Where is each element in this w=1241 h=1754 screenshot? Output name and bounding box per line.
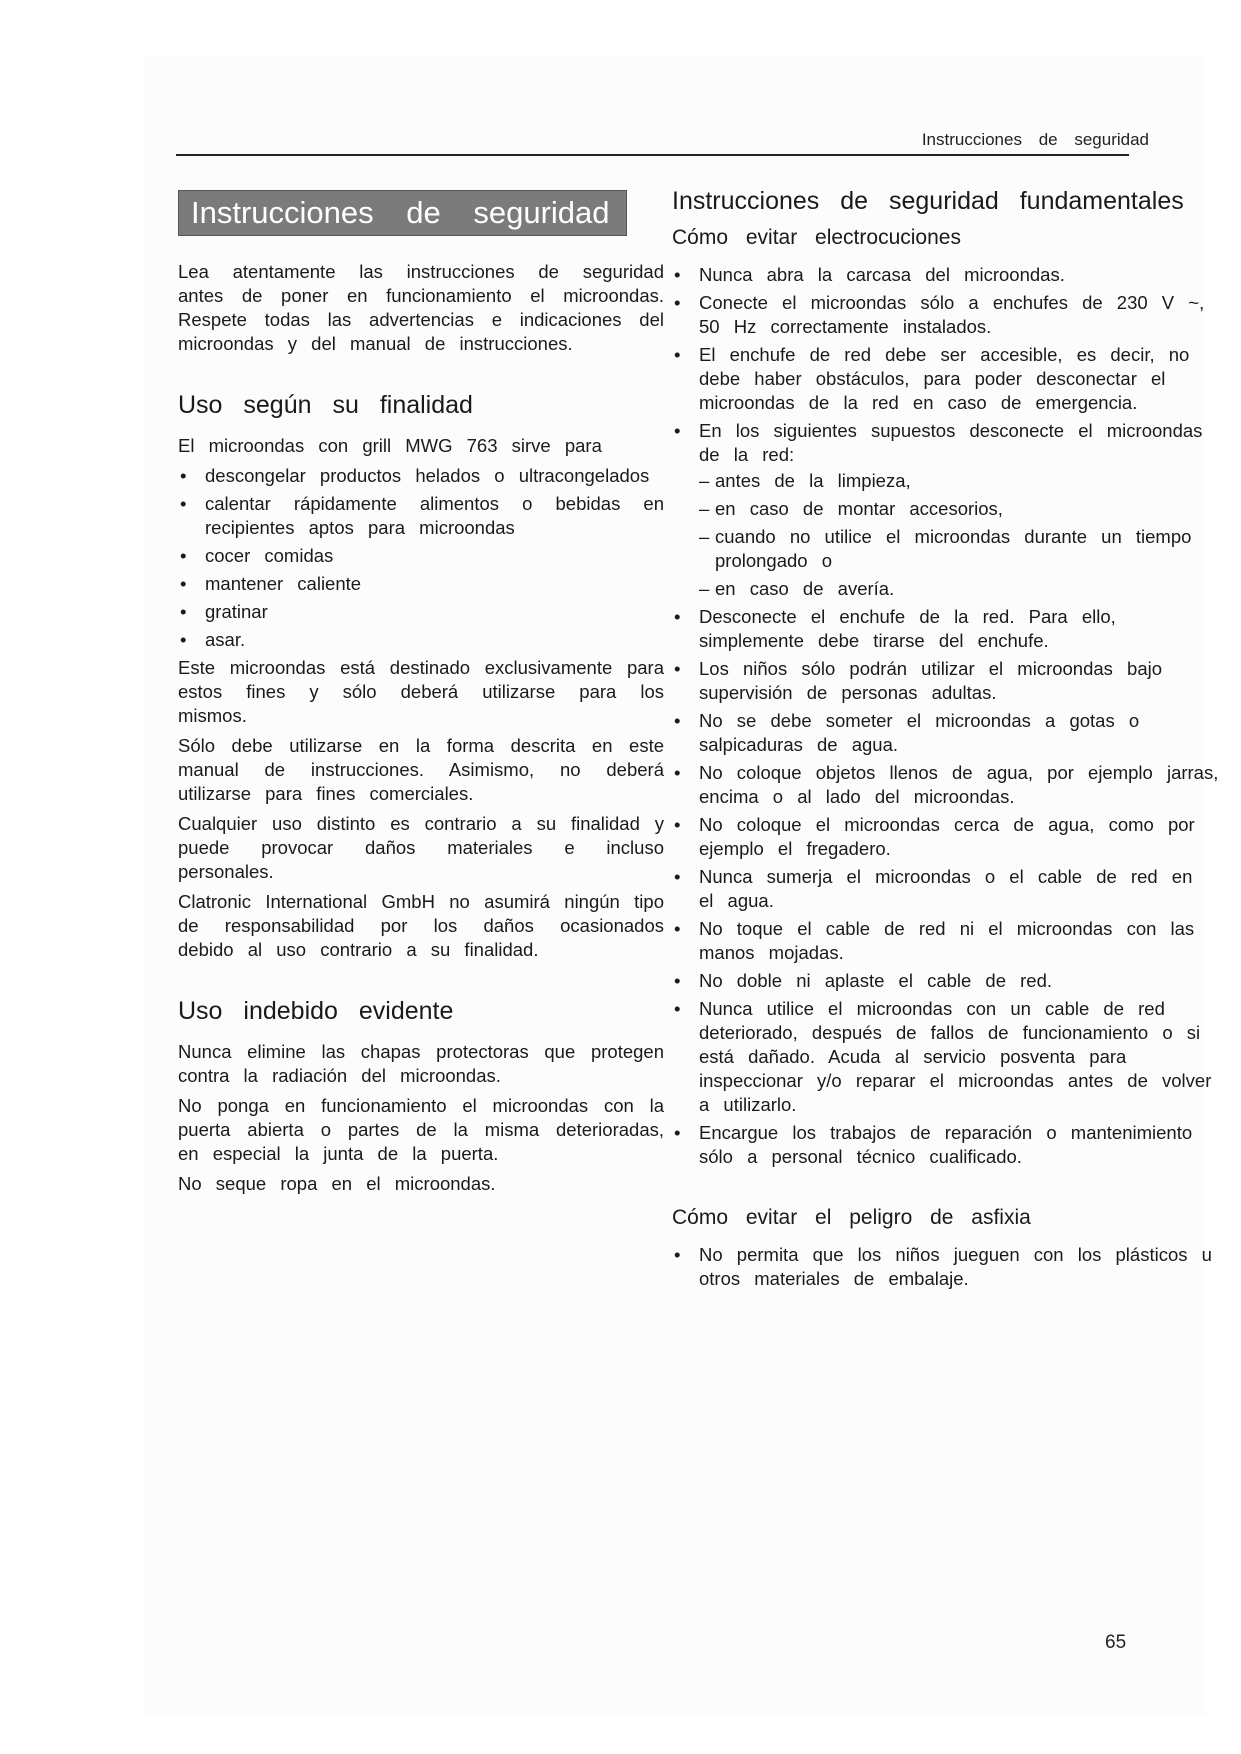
- asfixia-heading: Cómo evitar el peligro de asfixia: [672, 1206, 1031, 1229]
- uso-heading: Uso según su finalidad: [178, 391, 473, 419]
- dash-item: – cuando no utilice el microondas durante un tiempo prolongado o: [699, 525, 1220, 573]
- list-item: • No toque el cable de red ni el microondas con las manos mojadas.: [672, 917, 1220, 965]
- list-item: • Conecte el microondas sólo a enchufes de 230 V ~, 50 Hz correctamente instalados.: [672, 291, 1220, 339]
- list-item: • El enchufe de red debe ser accesible, es decir, no debe haber obstáculos, para poder desconectar el microondas de la red en caso de emergencia.: [672, 343, 1220, 415]
- list-item: [672, 419, 1220, 601]
- list-item: • No coloque el microondas cerca de agua, como por ejemplo el fregadero.: [672, 813, 1220, 861]
- electrocuciones-heading: Cómo evitar electrocuciones: [672, 226, 961, 249]
- running-header: Instrucciones de seguridad: [921, 130, 1149, 149]
- list-item: • No permita que los niños jueguen con los plásticos u otros materiales de embalaje.: [672, 1243, 1220, 1291]
- indebido-paragraph: Nunca elimine las chapas protectoras que protegen contra la radiación del microondas.: [178, 1041, 664, 1086]
- electrocuciones-list: [672, 263, 1220, 1169]
- uso-list: [178, 464, 664, 652]
- list-item: • descongelar productos helados o ultracongelados: [178, 464, 664, 488]
- list-item: • No doble ni aplaste el cable de red.: [672, 969, 1220, 993]
- uso-paragraph: Clatronic International GmbH no asumirá ningún tipo de responsabilidad por los daños ocasionados debido al uso contrario a su finalidad.: [178, 891, 664, 960]
- left-column: [178, 190, 664, 1202]
- list-item: • No coloque objetos llenos de agua, por ejemplo jarras, encima o al lado del microondas.: [672, 761, 1220, 809]
- list-item: • mantener caliente: [178, 572, 664, 596]
- list-item: • Nunca sumerja el microondas o el cable de red en el agua.: [672, 865, 1220, 913]
- dash-item: – en caso de montar accesorios,: [699, 497, 1220, 521]
- indebido-paragraph: No seque ropa en el microondas.: [178, 1173, 496, 1194]
- list-item: • Nunca abra la carcasa del microondas.: [672, 263, 1220, 287]
- list-item: • Nunca utilice el microondas con un cable de red deteriorado, después de fallos de funcionamiento o si está dañado. Acuda al servicio posventa para inspeccionar y/o reparar el microondas antes de volver a utilizarlo.: [672, 997, 1220, 1117]
- dash-list: [699, 469, 1220, 601]
- intro-paragraph: Lea atentamente las instrucciones de seguridad antes de poner en funcionamiento el microondas. Respete todas las advertencias e indicaciones del microondas y del manual de instrucciones.: [178, 261, 664, 354]
- header-rule: [176, 154, 1129, 156]
- page-number: 65: [1105, 1632, 1127, 1653]
- uso-paragraph: Este microondas está destinado exclusivamente para estos fines y sólo deberá utilizarse para los mismos.: [178, 657, 664, 726]
- list-item: • No se debe someter el microondas a gotas o salpicaduras de agua.: [672, 709, 1220, 757]
- list-item: • Los niños sólo podrán utilizar el microondas bajo supervisión de personas adultas.: [672, 657, 1220, 705]
- asfixia-list: [672, 1243, 1220, 1291]
- dash-item: – en caso de avería.: [699, 577, 1220, 601]
- indebido-heading: Uso indebido evidente: [178, 997, 454, 1025]
- list-item: • Encargue los trabajos de reparación o mantenimiento sólo a personal técnico cualificado.: [672, 1121, 1220, 1169]
- list-item-text: En los siguientes supuestos desconecte el microondas de la red:: [699, 420, 1203, 465]
- uso-paragraph: Cualquier uso distinto es contrario a su finalidad y puede provocar daños materiales e incluso personales.: [178, 813, 664, 882]
- list-item: • asar.: [178, 628, 664, 652]
- dash-item: – antes de la limpieza,: [699, 469, 1220, 493]
- uso-paragraph: Sólo debe utilizarse en la forma descrita en este manual de instrucciones. Asimismo, no deberá utilizarse para fines comerciales.: [178, 735, 664, 804]
- indebido-paragraph: No ponga en funcionamiento el microondas con la puerta abierta o partes de la misma deterioradas, en especial la junta de la puerta.: [178, 1095, 664, 1164]
- list-item: • Desconecte el enchufe de la red. Para ello, simplemente debe tirarse del enchufe.: [672, 605, 1220, 653]
- fundamentales-heading: Instrucciones de seguridad fundamentales: [672, 187, 1184, 215]
- section-title-box: Instrucciones de seguridad: [178, 190, 627, 236]
- list-item: • calentar rápidamente alimentos o bebidas en recipientes aptos para microondas: [178, 492, 664, 540]
- list-item: • gratinar: [178, 600, 664, 624]
- right-column: [672, 186, 1220, 1295]
- list-item: • cocer comidas: [178, 544, 664, 568]
- uso-intro: El microondas con grill MWG 763 sirve para: [178, 435, 602, 456]
